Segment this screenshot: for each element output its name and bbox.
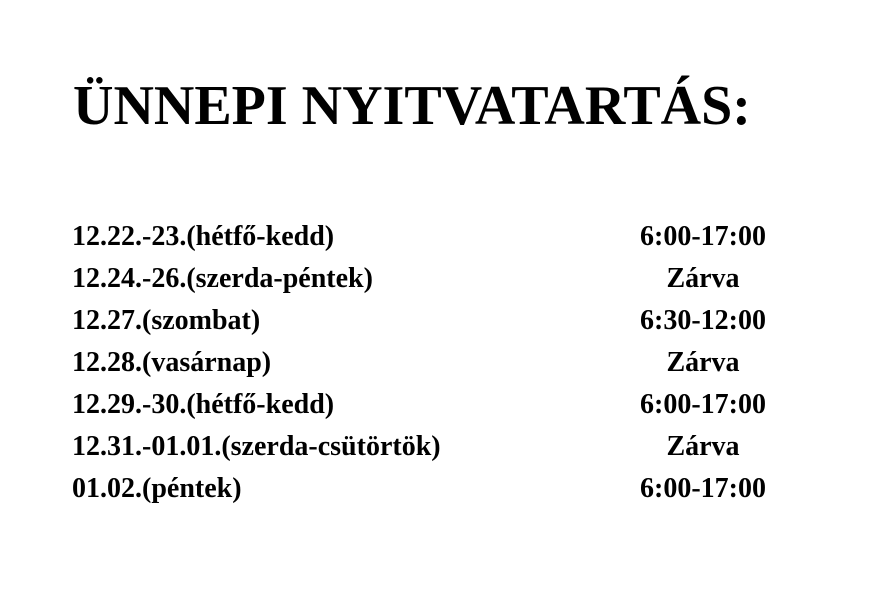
schedule-row	[72, 470, 812, 512]
day-label: 12.22.-23.(hétfő-kedd)	[72, 221, 335, 252]
hours-value: 6:30-12:00	[640, 305, 766, 336]
schedule-row	[72, 302, 812, 344]
schedule-row	[72, 344, 812, 386]
schedule-row	[72, 386, 812, 428]
opening-hours-list	[72, 218, 812, 512]
day-label: 12.31.-01.01.(szerda-csütörtök)	[72, 431, 441, 462]
day-label: 12.24.-26.(szerda-péntek)	[72, 263, 373, 294]
day-label: 01.02.(péntek)	[72, 473, 242, 504]
schedule-row	[72, 260, 812, 302]
hours-value: Zárva	[666, 431, 740, 462]
hours-value: 6:00-17:00	[640, 473, 766, 504]
hours-value: 6:00-17:00	[640, 389, 766, 420]
schedule-row	[72, 218, 812, 260]
page-title: ÜNNEPI NYITVATARTÁS:	[73, 75, 751, 137]
hours-value: Zárva	[666, 347, 740, 378]
day-label: 12.28.(vasárnap)	[72, 347, 272, 378]
day-label: 12.29.-30.(hétfő-kedd)	[72, 389, 335, 420]
hours-value: Zárva	[666, 263, 740, 294]
schedule-row	[72, 428, 812, 470]
hours-value: 6:00-17:00	[640, 221, 766, 252]
day-label: 12.27.(szombat)	[72, 305, 261, 336]
